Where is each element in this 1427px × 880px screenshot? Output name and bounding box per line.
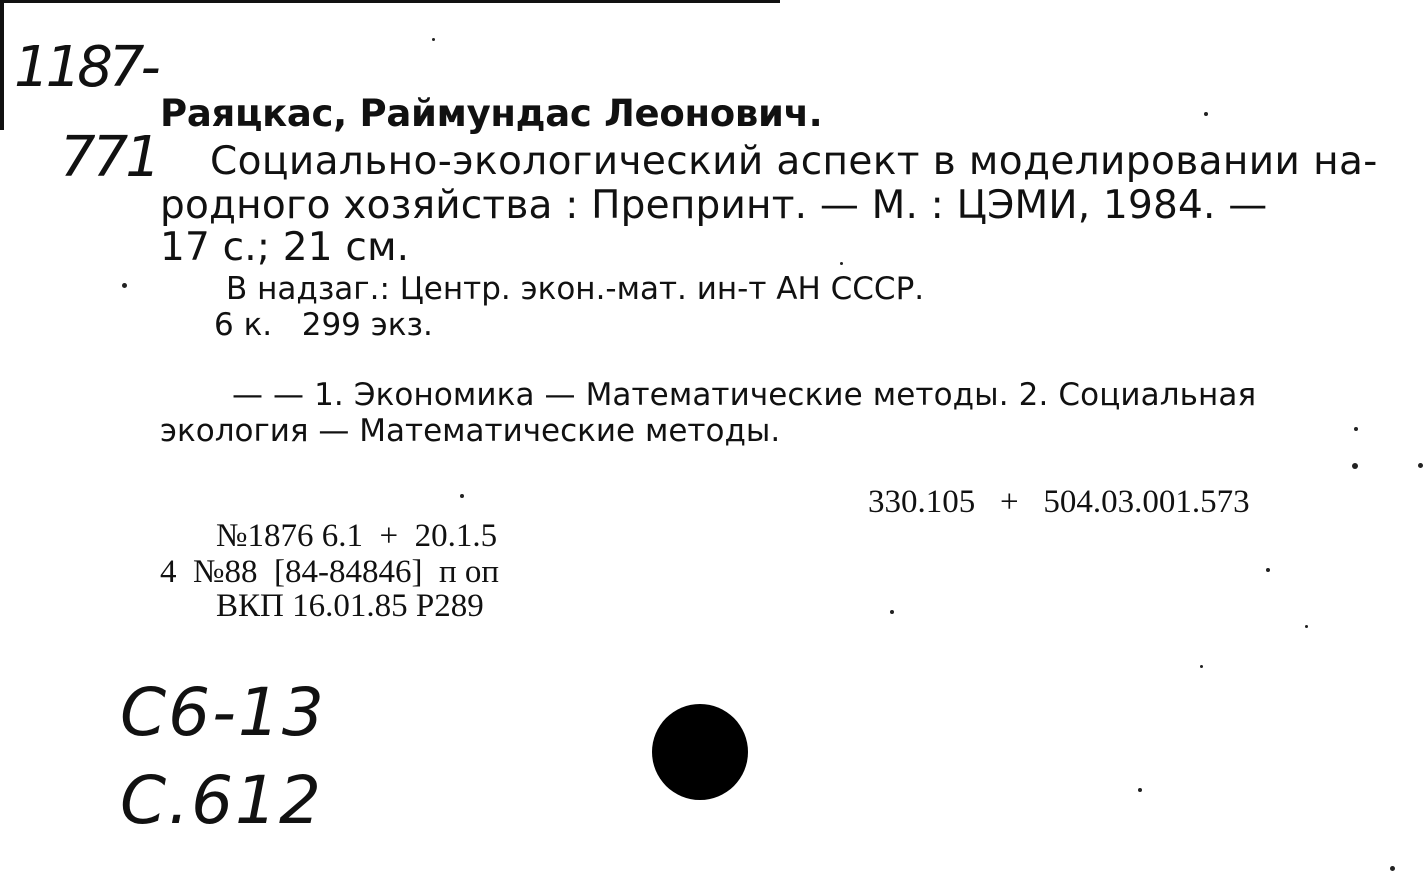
- scan-speck: [1352, 463, 1358, 469]
- subjects-line-2: экология — Математические методы.: [160, 413, 781, 449]
- handwritten-mark-1: С6-13: [120, 674, 326, 751]
- scan-speck: [1418, 463, 1423, 468]
- punch-hole: [652, 704, 748, 800]
- scan-speck: [460, 494, 464, 498]
- scan-speck: [840, 262, 843, 265]
- note-line: В надзаг.: Центр. экон.-мат. ин-т АН СССР.: [226, 271, 925, 307]
- scan-speck: [1305, 625, 1308, 628]
- author-heading: Раяцкас, Раймундас Леонович.: [160, 92, 823, 135]
- title-line-2: родного хозяйства : Препринт. — М. : ЦЭМИ, 1984. —: [160, 183, 1268, 228]
- code-line-3: ВКП 16.01.85 Р289: [216, 588, 484, 624]
- card-frame-left: [0, 0, 4, 130]
- price-copies-line: 6 к. 299 экз.: [214, 307, 433, 343]
- call-number-line-2: 771: [60, 125, 158, 190]
- subjects-line-1: — — 1. Экономика — Математические методы. 2. Социальная: [232, 377, 1257, 413]
- title-line-3: 17 с.; 21 см.: [160, 225, 410, 270]
- scan-speck: [1204, 112, 1208, 116]
- code-line-1: №1876 6.1 + 20.1.5: [216, 518, 498, 554]
- scan-speck: [1138, 788, 1142, 792]
- scan-speck: [890, 610, 894, 614]
- handwritten-mark-2: С.612: [120, 762, 324, 839]
- call-number-line-1: 1187-: [14, 35, 157, 100]
- scan-speck: [1390, 866, 1395, 871]
- card-frame-top: [0, 0, 780, 3]
- scan-speck: [122, 283, 127, 288]
- title-line-1: Социально-экологический аспект в моделировании на-: [210, 139, 1378, 184]
- code-line-2: 4 №88 [84-84846] п оп: [160, 554, 500, 590]
- udc-classification: 330.105 + 504.03.001.573: [868, 484, 1250, 520]
- scan-speck: [1266, 568, 1270, 572]
- scan-speck: [1200, 665, 1203, 668]
- scan-speck: [1354, 427, 1358, 431]
- scan-speck: [432, 38, 435, 41]
